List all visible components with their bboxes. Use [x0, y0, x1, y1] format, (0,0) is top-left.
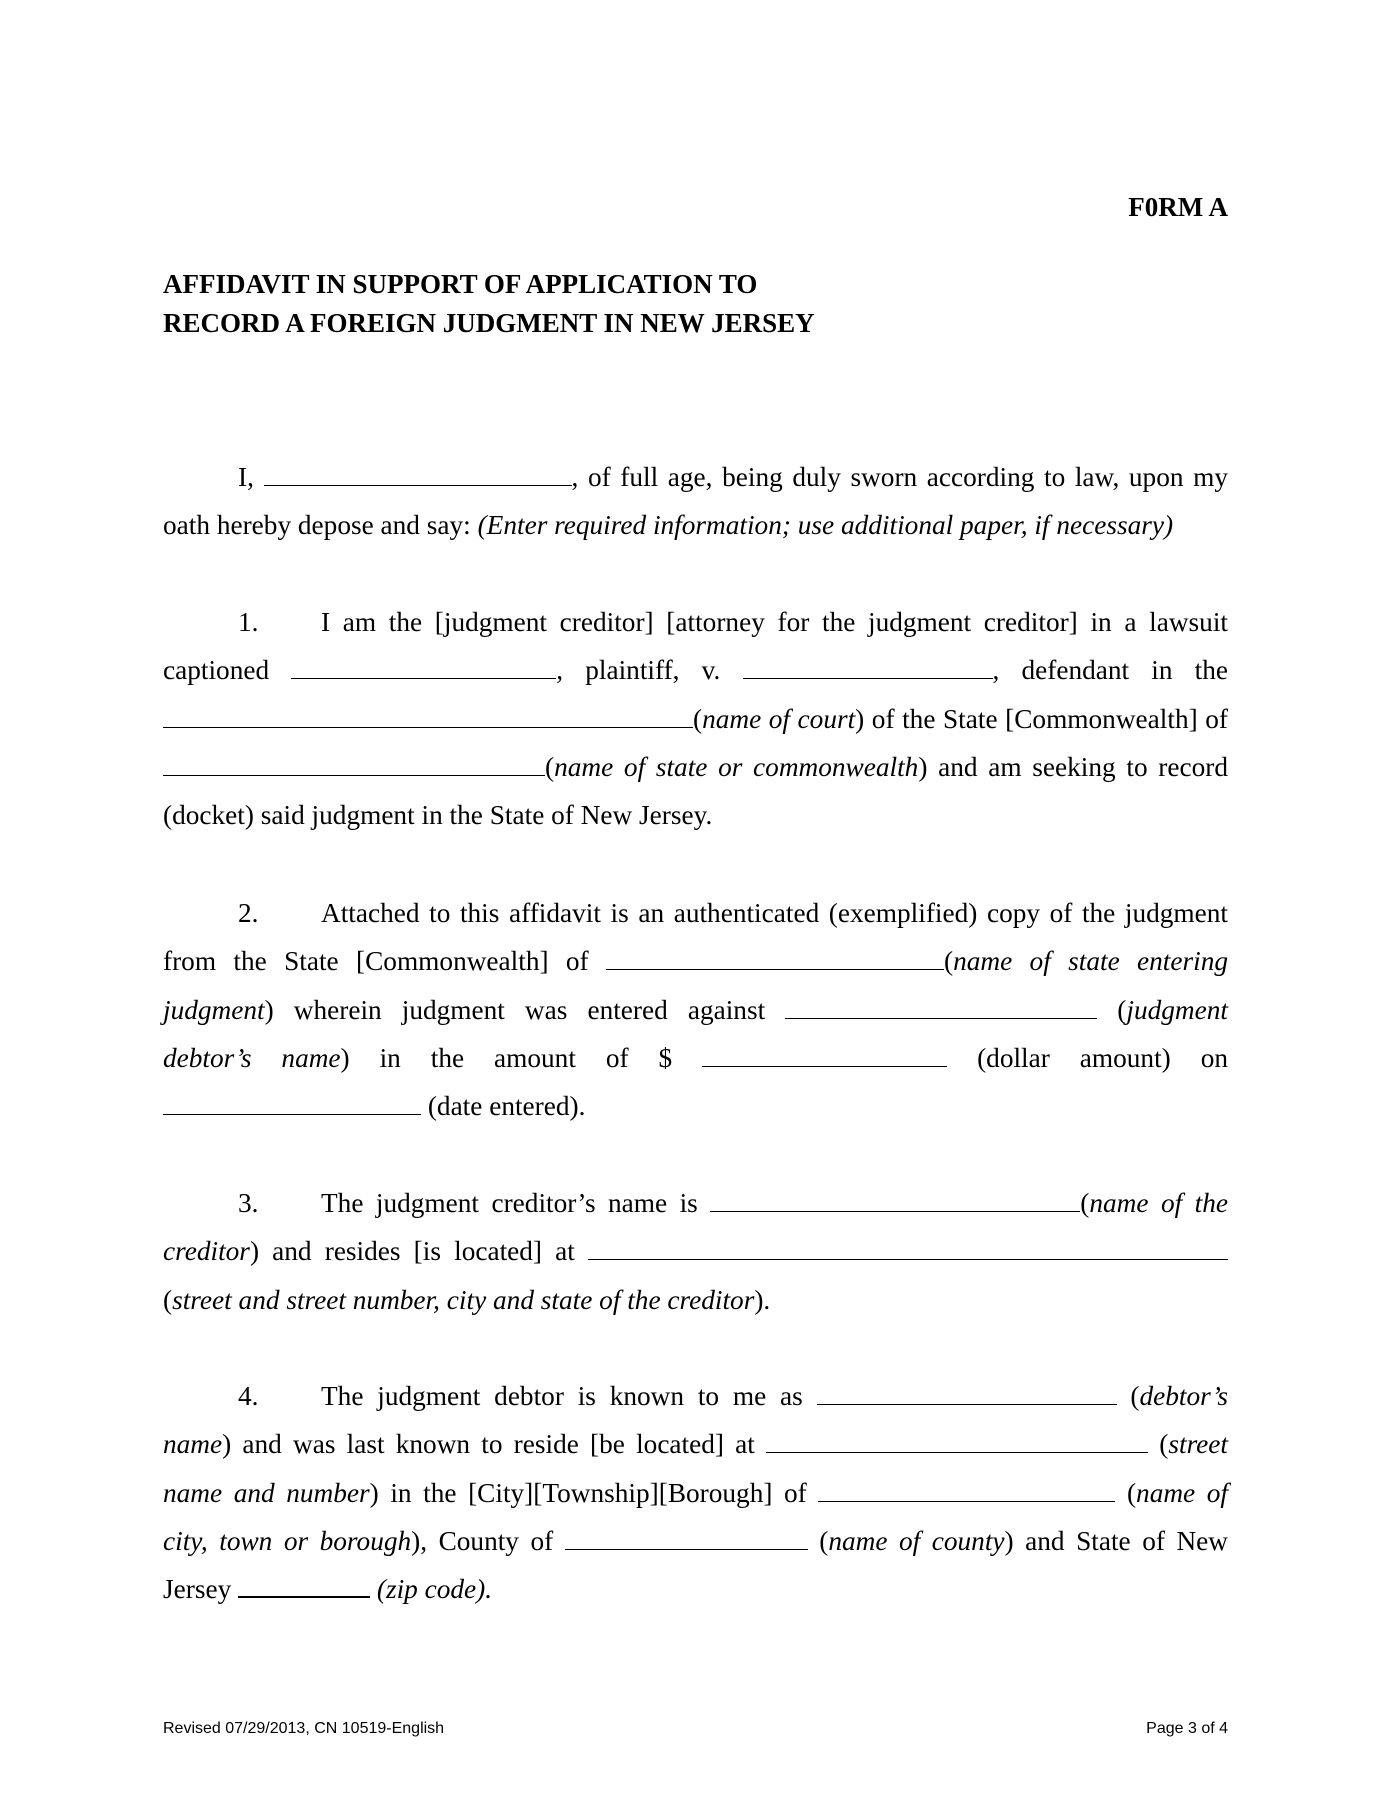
- county-blank-field[interactable]: [565, 1527, 808, 1550]
- instruction-text: street: [1168, 1429, 1228, 1460]
- body-text: (: [807, 1525, 829, 1556]
- paragraph-2: [163, 889, 1228, 1130]
- body-text: Jersey: [163, 1574, 239, 1605]
- form-label: F0RM A: [1128, 192, 1228, 222]
- text-line: [163, 501, 1228, 549]
- text-line: [163, 791, 1228, 839]
- instruction-text: city, town or borough: [163, 1525, 412, 1556]
- text-line: [163, 937, 1228, 985]
- instruction-text: name of: [1136, 1477, 1228, 1508]
- body-text: (: [163, 1284, 173, 1315]
- paragraph-number: 1.: [238, 607, 259, 637]
- body-text: I am the [judgment creditor] [attorney for the judgment creditor] in a lawsuit: [321, 607, 1228, 637]
- instruction-text: judgment: [1126, 994, 1228, 1025]
- body-text: ).: [754, 1284, 771, 1315]
- document-title: [163, 265, 815, 343]
- text-line: [163, 695, 1228, 743]
- defendant-blank-field[interactable]: [743, 656, 993, 679]
- body-text: The judgment creditor’s name is: [321, 1188, 711, 1218]
- plaintiff-blank-field[interactable]: [291, 656, 556, 679]
- instruction-text: creditor: [163, 1236, 250, 1267]
- city-blank-field[interactable]: [818, 1479, 1115, 1502]
- body-text: (docket) said judgment in the State of New Jersey.: [163, 800, 713, 831]
- body-text: (date entered).: [421, 1091, 586, 1122]
- body-text: oath hereby depose and say:: [163, 510, 478, 541]
- text-line: [163, 1276, 1228, 1324]
- text-line: [163, 646, 1228, 694]
- court-blank-field[interactable]: [163, 705, 693, 728]
- affiant-blank-field[interactable]: [264, 463, 572, 486]
- paragraph-3: [163, 1179, 1228, 1324]
- creditor-address-blank-field[interactable]: [588, 1237, 1228, 1260]
- zip-blank-field[interactable]: [238, 1574, 370, 1598]
- text-line: [163, 743, 1228, 791]
- instruction-text: street and street number, city and state of the creditor: [172, 1284, 755, 1315]
- instruction-text: name of state entering: [953, 946, 1228, 977]
- text-line: [163, 1469, 1228, 1517]
- body-text: , of full age, being duly sworn according to law, upon my: [571, 462, 1228, 492]
- state-blank-field[interactable]: [163, 753, 545, 776]
- instruction-text: debtor’s: [1139, 1381, 1228, 1411]
- street-blank-field[interactable]: [766, 1430, 1148, 1453]
- text-line: [163, 453, 1228, 501]
- footer-revision: Revised 07/29/2013, CN 10519-English: [163, 1720, 445, 1737]
- body-text: Attached to this affidavit is an authenticated (exemplified) copy of the judgment: [321, 898, 1228, 928]
- instruction-text: (zip code).: [370, 1574, 493, 1605]
- intro-paragraph: [163, 453, 1228, 550]
- debtor-name-blank-field[interactable]: [817, 1382, 1117, 1405]
- body-text: captioned: [163, 655, 292, 686]
- body-text: (: [944, 946, 954, 977]
- body-text: ) wherein judgment was entered against: [264, 994, 786, 1025]
- text-line: [163, 1227, 1228, 1275]
- text-line: [163, 1372, 1228, 1420]
- footer-page-number: Page 3 of 4: [1146, 1720, 1228, 1737]
- body-text: (: [693, 703, 703, 734]
- text-line: [163, 1179, 1228, 1227]
- body-text: (: [1097, 994, 1127, 1025]
- instruction-text: name of the: [1089, 1188, 1228, 1218]
- body-text: (: [1148, 1429, 1169, 1460]
- entering-state-blank-field[interactable]: [606, 947, 944, 970]
- instruction-text: name of county: [828, 1525, 1005, 1556]
- body-text: ) and resides [is located] at: [249, 1236, 588, 1267]
- text-line: [163, 889, 1228, 937]
- body-text: ) and State of New: [1004, 1525, 1228, 1556]
- instruction-text: name and number: [163, 1477, 370, 1508]
- paragraph-number: 2.: [238, 898, 259, 928]
- body-text: , defendant in the: [992, 655, 1228, 686]
- body-text: ) and am seeking to record: [918, 751, 1228, 782]
- text-line: [163, 986, 1228, 1034]
- body-text: (: [1080, 1188, 1090, 1218]
- instruction-text: judgment: [163, 994, 265, 1025]
- body-text: (: [1115, 1477, 1137, 1508]
- body-text: ) and was last known to reside [be located] at: [222, 1429, 767, 1460]
- body-text: (dollar amount) on: [947, 1042, 1228, 1073]
- text-line: [163, 1517, 1228, 1565]
- paragraph-number: 4.: [238, 1381, 259, 1411]
- instruction-text: name: [163, 1429, 223, 1460]
- instruction-text: (Enter required information; use additional paper, if necessary): [477, 510, 1174, 541]
- paragraph-4: [163, 1372, 1228, 1613]
- paragraph-1: [163, 598, 1228, 839]
- body-text: (: [1116, 1381, 1140, 1411]
- body-text: , plaintiff, v.: [556, 655, 743, 686]
- text-line: [163, 1420, 1228, 1468]
- body-text: from the State [Commonwealth] of: [163, 946, 606, 977]
- body-text: The judgment debtor is known to me as: [321, 1381, 817, 1411]
- body-text: ) in the [City][Township][Borough] of: [369, 1477, 819, 1508]
- text-line: [163, 1565, 1228, 1613]
- text-line: [163, 1082, 1228, 1130]
- body-text: ) in the amount of $: [340, 1042, 703, 1073]
- text-line: [163, 1034, 1228, 1082]
- text-line: [163, 598, 1228, 646]
- date-blank-field[interactable]: [163, 1092, 421, 1115]
- debtor-blank-field[interactable]: [785, 996, 1097, 1019]
- body-text: (: [545, 751, 555, 782]
- body-text: I,: [238, 462, 264, 492]
- instruction-text: debtor’s name: [163, 1042, 341, 1073]
- amount-blank-field[interactable]: [702, 1044, 947, 1067]
- paragraph-number: 3.: [238, 1188, 259, 1218]
- title-line-1: AFFIDAVIT IN SUPPORT OF APPLICATION TO: [163, 269, 758, 299]
- instruction-text: name of state or commonwealth: [554, 751, 919, 782]
- creditor-name-blank-field[interactable]: [710, 1189, 1080, 1212]
- body-text: ) of the State [Commonwealth] of: [855, 703, 1228, 734]
- instruction-text: name of court: [702, 703, 856, 734]
- title-line-2: RECORD A FOREIGN JUDGMENT IN NEW JERSEY: [163, 308, 815, 338]
- body-text: ), County of: [411, 1525, 565, 1556]
